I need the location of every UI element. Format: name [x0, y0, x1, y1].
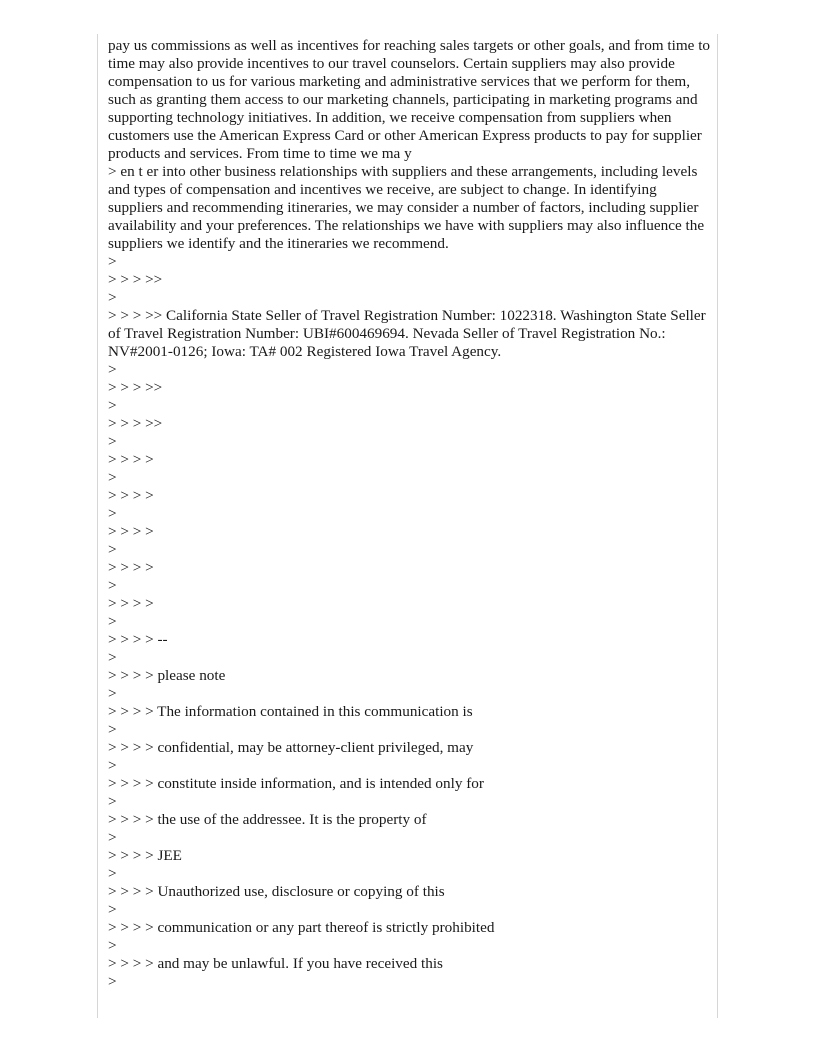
- disclaimer-line: > > > > confidential, may be attorney-client privileged, may: [108, 739, 474, 756]
- quote-line: >: [108, 397, 117, 414]
- disclaimer-line: > > > > communication or any part thereof is strictly prohibited: [108, 919, 495, 936]
- quote-line: > > > >: [108, 523, 154, 540]
- disclaimer-line: > > > > the use of the addressee. It is the property of: [108, 811, 427, 828]
- signature-separator: > > > > --: [108, 631, 168, 648]
- supplier-relationships-paragraph: > en t er into other business relationships with suppliers and these arrangements, including levels and types of compensation and incentives we receive, are subject to change. In identifying suppliers and recommending itineraries, we may consider a number of factors, including supplier availability and your preferences. The relationships we have with suppliers may also influence the suppliers we identify and the itineraries we recommend.: [108, 163, 705, 252]
- quote-line: >: [108, 289, 117, 306]
- disclaimer-line: > > > > The information contained in this communication is: [108, 703, 473, 720]
- quote-line: >: [108, 469, 117, 486]
- quote-line: >: [108, 613, 117, 630]
- quote-line: >: [108, 577, 117, 594]
- quote-line: >: [108, 901, 117, 918]
- quote-line: >: [108, 973, 117, 990]
- disclaimer-line: > > > > JEE: [108, 847, 182, 864]
- quote-line: > > > >>: [108, 415, 163, 432]
- quote-line: >: [108, 721, 117, 738]
- quote-line: >: [108, 505, 117, 522]
- quote-line: >: [108, 253, 117, 270]
- quote-line: >: [108, 865, 117, 882]
- quote-line: >: [108, 361, 117, 378]
- email-page: [97, 34, 718, 1018]
- quote-line: > > > >>: [108, 271, 163, 288]
- quote-line: >: [108, 793, 117, 810]
- quote-line: >: [108, 937, 117, 954]
- disclaimer-line: > > > > constitute inside information, and is intended only for: [108, 775, 484, 792]
- supplier-compensation-paragraph: pay us commissions as well as incentives for reaching sales targets or other goals, and from time to time may also provide incentives to our travel counselors. Certain suppliers may also provide compensation to us for various marketing and administrative services that we perform for them, such as granting them access to our marketing channels, participating in marketing programs and supporting technology initiatives. In addition, we receive compensation from suppliers when customers use the American Express Card or other American Express products to pay for supplier products and services. From time to time we ma y: [108, 37, 711, 162]
- quote-line: > > > >: [108, 451, 154, 468]
- quote-line: >: [108, 829, 117, 846]
- quote-line: > > > >: [108, 595, 154, 612]
- quote-line: >: [108, 541, 117, 558]
- quote-line: > > > >: [108, 559, 154, 576]
- disclaimer-line: > > > > please note: [108, 667, 226, 684]
- quote-line: >: [108, 649, 117, 666]
- quote-line: > > > >: [108, 487, 154, 504]
- email-body: [108, 37, 711, 991]
- disclaimer-line: > > > > Unauthorized use, disclosure or copying of this: [108, 883, 445, 900]
- quote-line: >: [108, 757, 117, 774]
- quote-line: >: [108, 433, 117, 450]
- disclaimer-line: > > > > and may be unlawful. If you have received this: [108, 955, 443, 972]
- quote-line: >: [108, 685, 117, 702]
- quote-line: > > > >>: [108, 379, 163, 396]
- registration-paragraph: > > > >> California State Seller of Travel Registration Number: 1022318. Washington State Seller of Travel Registration Number: UBI#600469694. Nevada Seller of Travel Registration No.: NV#2001-0126; Iowa: TA# 002 Registered Iowa Travel Agency.: [108, 307, 706, 360]
